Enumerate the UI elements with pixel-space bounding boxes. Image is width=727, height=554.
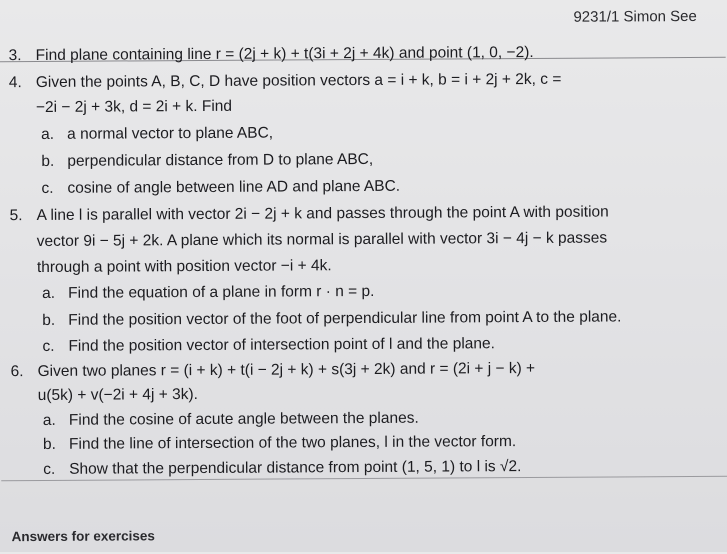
question-4c-text: cosine of angle between line AD and plane ABC. [67,177,401,197]
question-4b-label: b. [41,152,55,170]
question-6a-text: Find the cosine of acute angle between the planes. [68,409,419,429]
question-4a-text: a normal vector to plane ABC, [67,124,274,143]
question-4a-label: a. [41,125,55,143]
question-3-text: Find plane containing line r = (2j + k) + t(3i + 2j + 4k) and point (1, 0, −2). [35,43,534,64]
question-5-number: 5. [9,207,23,225]
question-4c-label: c. [41,179,54,197]
question-6b-text: Find the line of intersection of the two planes, l in the vector form. [68,433,517,453]
question-6-number: 6. [10,363,24,381]
document-reference: 9231/1 Simon See [573,7,697,26]
answers-heading: Answers for exercises [11,528,155,545]
question-4-number: 4. [8,74,22,92]
question-6-text-line-1: Given two planes r = (i + k) + t(i − 2j + k) + s(3j + 2k) and r = (2i + j − k) + [37,359,536,380]
question-5-text-line-3: through a point with position vector −i + 4k. [36,257,332,276]
question-5-text-line-2: vector 9i − 5j + 2k. A plane which its normal is parallel with vector 3i − 4j − k passes [36,229,608,250]
question-6-text-line-2: u(5k) + v(−2i + 4j + 3k). [37,386,199,404]
question-5-text-line-1: A line l is parallel with vector 2i − 2j + k and passes through the point A with position [36,203,609,224]
question-6a-label: a. [42,411,56,429]
question-4-text-line-1: Given the points A, B, C, D have position vectors a = i + k, b = i + 2j + 2k, c = [35,70,562,91]
question-5a-text: Find the equation of a plane in form r · n = p. [68,282,375,302]
question-6c-label: c. [43,460,56,478]
question-5b-text: Find the position vector of the foot of perpendicular line from point A to the plane. [68,308,622,329]
question-6c-text: Show that the perpendicular distance from point (1, 5, 1) to l is √2. [69,458,522,478]
question-4b-text: perpendicular distance from D to plane ABC, [67,150,374,170]
question-5a-label: a. [42,284,56,302]
question-5c-text: Find the position vector of intersection point of l and the plane. [68,335,495,355]
question-5c-label: c. [42,337,55,355]
question-6b-label: b. [42,435,57,453]
question-3-number: 3. [8,47,22,65]
question-4-text-line-2: −2i − 2j + 3k, d = 2i + k. Find [35,97,233,116]
question-5b-label: b. [42,311,56,329]
